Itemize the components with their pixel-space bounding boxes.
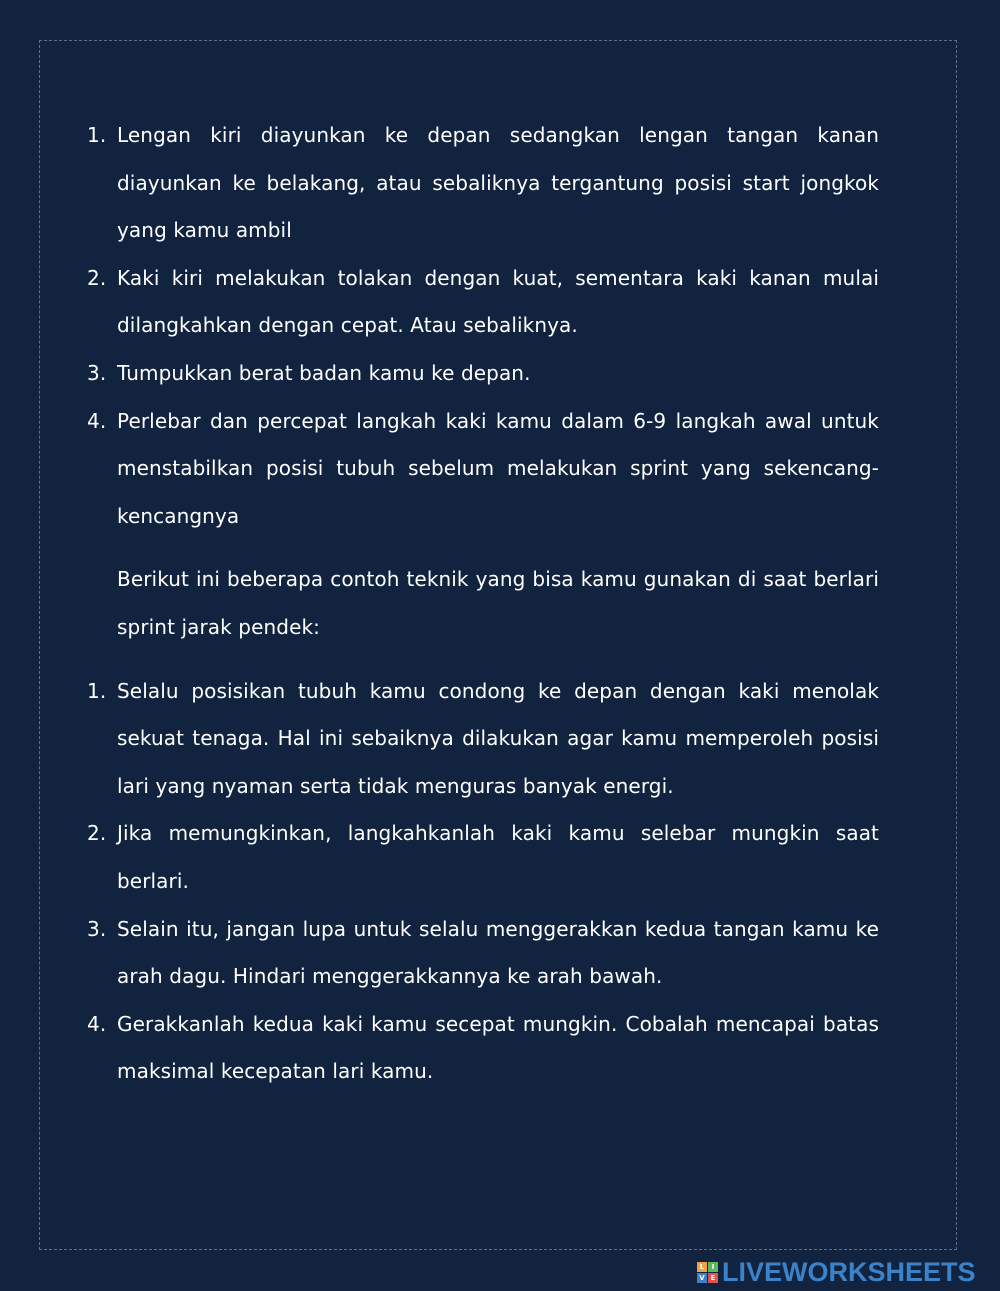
intro-paragraph: Berikut ini beberapa contoh teknik yang bisa kamu gunakan di saat berlari sprint jarak pendek:: [117, 567, 879, 639]
list-text: Selalu posisikan tubuh kamu condong ke depan dengan kaki menolak sekuat tenaga. Hal ini sebaiknya dilakukan agar kamu memperoleh posisi lari yang nyaman serta tidak menguras banyak energi.: [117, 678, 879, 798]
list-item: [87, 906, 879, 1001]
liveworksheets-watermark: [697, 1257, 976, 1287]
list-item: [87, 112, 879, 255]
list-text: Lengan kiri diayunkan ke depan sedangkan lengan tangan kanan diayunkan ke belakang, atau sebaliknya tergantung posisi start jongkok yang kamu ambil: [117, 123, 879, 243]
list-number: 3.: [87, 360, 107, 385]
logo-letter: E: [708, 1273, 718, 1283]
list-text: Selain itu, jangan lupa untuk selalu menggerakkan kedua tangan kamu ke arah dagu. Hindari menggerakkannya ke arah bawah.: [117, 916, 879, 989]
list-item: [87, 1001, 879, 1096]
list-text: Perlebar dan percepat langkah kaki kamu dalam 6-9 langkah awal untuk menstabilkan posisi tubuh sebelum melakukan sprint yang sekencang-kencangnya: [117, 408, 879, 528]
start-steps-list: [87, 112, 879, 540]
list-item: [87, 668, 879, 811]
list-number: 1.: [87, 678, 107, 703]
logo-letter: I: [708, 1262, 718, 1272]
list-item: [87, 398, 879, 541]
document-content: [87, 112, 879, 1096]
list-text: Tumpukkan berat badan kamu ke depan.: [117, 360, 531, 385]
logo-letter: L: [697, 1262, 707, 1272]
list-item: [87, 810, 879, 905]
logo-letter: V: [697, 1273, 707, 1283]
watermark-text: LIVEWORKSHEETS: [722, 1257, 976, 1287]
list-number: 4.: [87, 408, 107, 433]
list-number: 2.: [87, 265, 107, 290]
list-text: Jika memungkinkan, langkahkanlah kaki kamu selebar mungkin saat berlari.: [117, 821, 879, 893]
list-number: 2.: [87, 821, 107, 846]
list-text: Kaki kiri melakukan tolakan dengan kuat, sementara kaki kanan mulai dilangkahkan dengan cepat. Atau sebaliknya.: [117, 265, 879, 338]
list-number: 1.: [87, 123, 107, 147]
list-item: [87, 350, 879, 398]
list-item: [87, 255, 879, 350]
technique-steps-list: [87, 668, 879, 1096]
list-number: 4.: [87, 1011, 107, 1036]
liveworksheets-logo-icon: [697, 1262, 718, 1283]
list-number: 3.: [87, 916, 107, 941]
list-text: Gerakkanlah kedua kaki kamu secepat mungkin. Cobalah mencapai batas maksimal kecepatan lari kamu.: [117, 1011, 879, 1084]
